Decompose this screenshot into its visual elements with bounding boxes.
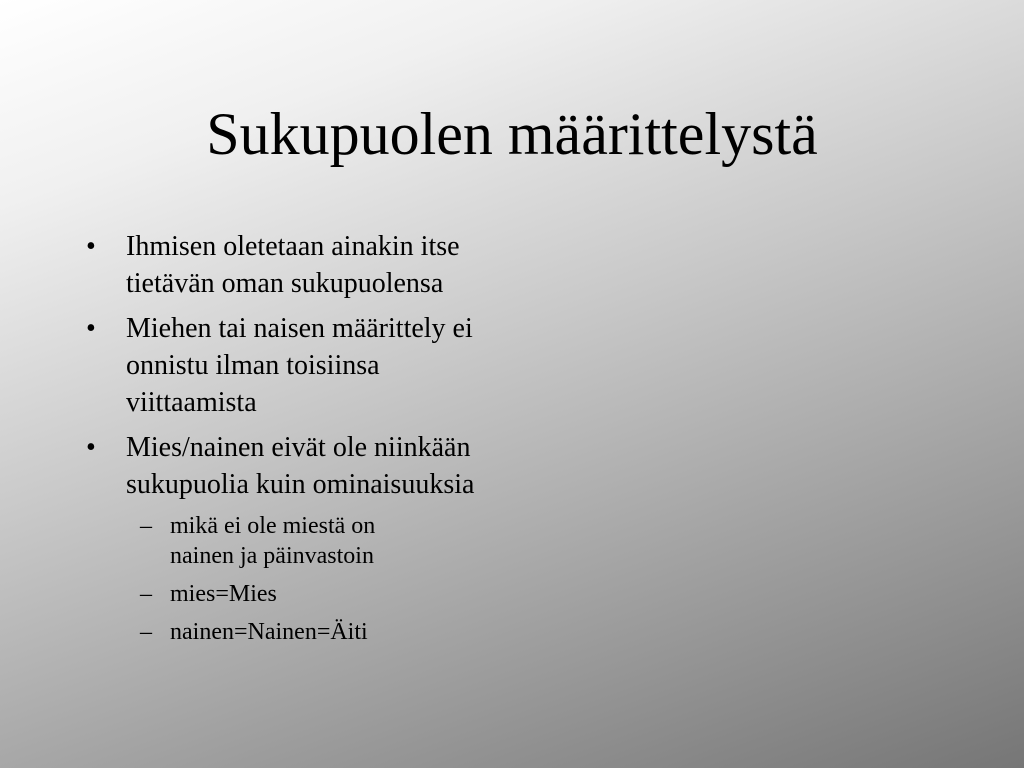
bullet-marker: • [86, 231, 96, 262]
sub-bullet-text: mies=Mies [170, 581, 277, 607]
bullet-text: Miehen tai naisen määrittely ei onnistu ilman toisiinsa viittaamista [126, 313, 473, 418]
bullet-list [82, 228, 512, 647]
slide-title: Sukupuolen määrittelystä [206, 101, 818, 167]
sub-bullet-marker: – [140, 619, 152, 645]
bullet-item [82, 429, 512, 647]
bullet-text: Ihmisen oletetaan ainakin itse tietävän oman sukupuolensa [126, 231, 460, 299]
sub-bullet-marker: – [140, 581, 152, 607]
sub-bullet-item [126, 579, 420, 609]
bullet-item [82, 310, 512, 421]
sub-bullet-text: nainen=Nainen=Äiti [170, 619, 368, 645]
sub-bullet-text: mikä ei ole miestä on nainen ja päinvastoin [170, 513, 376, 569]
sub-bullet-list [126, 511, 512, 647]
bullet-marker: • [86, 432, 96, 463]
sub-bullet-marker: – [140, 513, 152, 539]
bullet-item [82, 228, 512, 302]
bullet-text: Mies/nainen eivät ole niinkään sukupuolia kuin ominaisuuksia [126, 432, 475, 500]
sub-bullet-item [126, 617, 420, 647]
sub-bullet-item [126, 511, 420, 571]
slide-body [82, 228, 512, 655]
bullet-marker: • [86, 313, 96, 344]
